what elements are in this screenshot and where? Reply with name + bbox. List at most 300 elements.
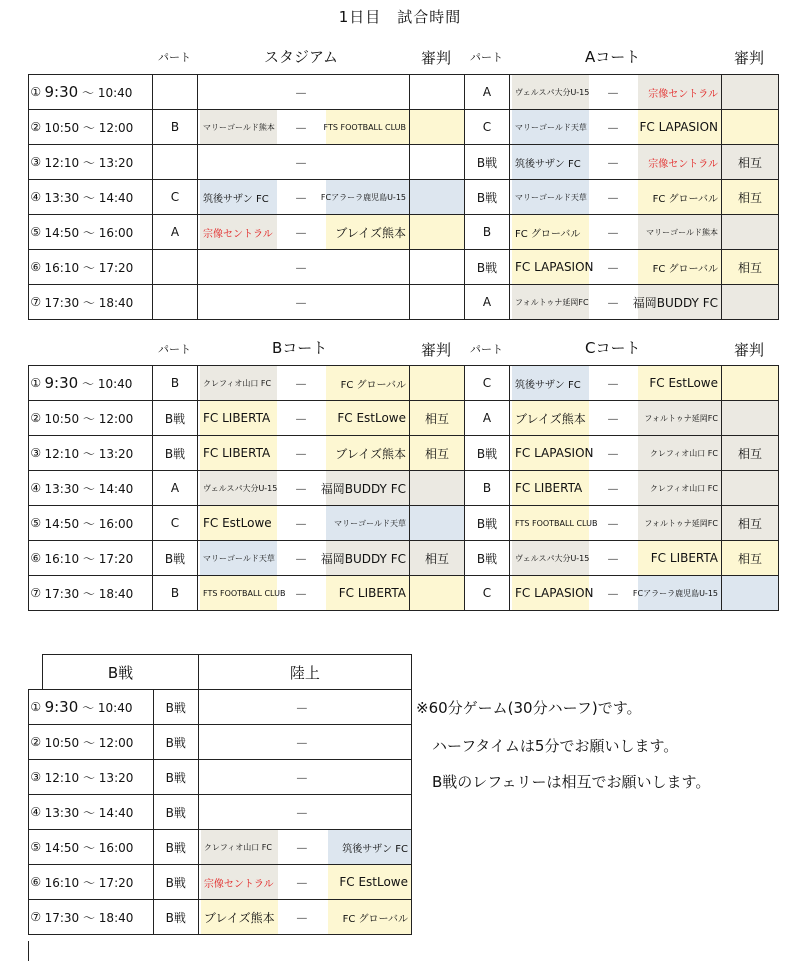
- court-header-stadium: スタジアム: [264, 48, 338, 66]
- time-separator: ～: [78, 377, 98, 391]
- home-team: フォルトゥナ延岡FC: [512, 285, 589, 319]
- table-row: [29, 401, 779, 436]
- time-separator: ～: [79, 551, 99, 566]
- slot-time: [43, 180, 153, 215]
- table-row: [29, 830, 412, 865]
- versus-dash: －: [295, 806, 309, 822]
- slot-number: ④: [29, 180, 43, 215]
- start-time: 14:50: [44, 516, 80, 531]
- table-row: [29, 471, 779, 506]
- home-team: 筑後サザン FC: [512, 145, 589, 179]
- referee-cell: [722, 366, 779, 401]
- table-row: [29, 760, 412, 795]
- part-cell: B戦: [153, 900, 198, 935]
- versus-dash: －: [294, 377, 308, 393]
- part-cell: C: [465, 576, 510, 611]
- note-line: B戦のレフェリーは相互でお願いします。: [432, 773, 711, 791]
- header-part: B戦: [43, 655, 199, 690]
- away-team: 筑後サザン FC: [328, 830, 411, 864]
- match-cell: [198, 180, 410, 215]
- slot-number: ④: [29, 795, 43, 830]
- slot-time: [43, 471, 153, 506]
- referee-cell: [410, 250, 465, 285]
- match-cell: [198, 401, 410, 436]
- part-cell: B: [153, 110, 198, 145]
- part-cell: [153, 75, 198, 110]
- start-time: 14:50: [44, 225, 80, 240]
- away-team: FC グローバル: [638, 180, 721, 214]
- match-cell: [198, 690, 411, 725]
- versus-dash: －: [294, 261, 308, 277]
- referee-cell: 相互: [722, 506, 779, 541]
- time-separator: ～: [79, 190, 99, 205]
- referee-header: 審判: [421, 341, 452, 359]
- referee-header: 審判: [734, 341, 765, 359]
- slot-number: ②: [29, 401, 43, 436]
- part-cell: B戦: [153, 401, 198, 436]
- slot-number: ⑦: [29, 576, 43, 611]
- part-cell: B戦: [465, 145, 510, 180]
- versus-dash: －: [606, 482, 620, 498]
- slot-time: [43, 401, 153, 436]
- versus-dash: －: [606, 261, 620, 277]
- versus-dash: －: [294, 412, 308, 428]
- start-time: 13:30: [44, 481, 80, 496]
- home-team: ヴェルスパ大分U-15: [512, 541, 589, 575]
- match-cell: [198, 830, 411, 865]
- start-time: 17:30: [44, 295, 80, 310]
- home-team: FTS FOOTBALL CLUB: [512, 506, 589, 540]
- slot-number: ①: [29, 690, 43, 725]
- schedule-table-rikujo: [28, 654, 412, 935]
- versus-dash: －: [606, 517, 620, 533]
- table-row: [29, 250, 779, 285]
- away-team: FC EstLowe: [328, 865, 411, 899]
- versus-dash: －: [606, 86, 620, 102]
- referee-cell: [722, 75, 779, 110]
- home-team: ヴェルスパ大分U-15: [200, 471, 277, 505]
- part-cell: B戦: [153, 865, 198, 900]
- slot-time: [43, 366, 153, 401]
- away-team: 宗像セントラル: [638, 145, 721, 179]
- part-cell: B戦: [153, 725, 198, 760]
- time-separator: ～: [79, 910, 99, 925]
- match-cell: [510, 215, 722, 250]
- time-separator: ～: [78, 701, 98, 715]
- part-cell: B: [153, 366, 198, 401]
- slot-number: ⑦: [29, 900, 43, 935]
- versus-dash: －: [294, 226, 308, 242]
- referee-cell: [410, 471, 465, 506]
- away-team: ブレイズ熊本: [326, 215, 409, 249]
- home-team: マリーゴールド天草: [512, 110, 589, 144]
- divider: [28, 941, 29, 961]
- end-time: 14:40: [98, 190, 134, 205]
- match-cell: [198, 576, 410, 611]
- versus-dash: －: [294, 482, 308, 498]
- referee-cell: [410, 110, 465, 145]
- part-header: パート: [158, 51, 191, 64]
- time-separator: ～: [79, 516, 99, 531]
- part-cell: B: [153, 576, 198, 611]
- referee-cell: [722, 215, 779, 250]
- referee-cell: [722, 576, 779, 611]
- start-time: 10:50: [44, 735, 80, 750]
- versus-dash: －: [295, 876, 309, 892]
- away-team: 福岡BUDDY FC: [638, 285, 721, 319]
- referee-cell: 相互: [722, 250, 779, 285]
- table-row: [29, 215, 779, 250]
- time-separator: ～: [79, 411, 99, 426]
- referee-cell: [410, 215, 465, 250]
- match-cell: [510, 436, 722, 471]
- schedule-table-b-c: [28, 365, 779, 611]
- home-team: FTS FOOTBALL CLUB: [200, 576, 277, 610]
- part-cell: B戦: [153, 690, 198, 725]
- time-separator: ～: [79, 225, 99, 240]
- referee-cell: 相互: [722, 541, 779, 576]
- table-row: [29, 506, 779, 541]
- note-line: ※60分ゲーム(30分ハーフ)です。: [416, 699, 642, 717]
- start-time: 13:30: [44, 805, 80, 820]
- slot-number: ④: [29, 471, 43, 506]
- referee-cell: [410, 75, 465, 110]
- referee-cell: [722, 285, 779, 320]
- table-row: [29, 541, 779, 576]
- versus-dash: －: [606, 191, 620, 207]
- match-cell: [510, 576, 722, 611]
- home-team: 筑後サザン FC: [200, 180, 277, 214]
- part-header: パート: [158, 343, 191, 356]
- away-team: ブレイズ熊本: [326, 436, 409, 470]
- end-time: 17:20: [98, 875, 134, 890]
- away-team: FC LAPASION: [638, 110, 721, 144]
- start-time: 16:10: [44, 875, 80, 890]
- match-cell: [510, 366, 722, 401]
- part-cell: B戦: [153, 760, 198, 795]
- home-team: ヴェルスパ大分U-15: [512, 75, 589, 109]
- home-team: マリーゴールド熊本: [200, 110, 277, 144]
- slot-number: ②: [29, 725, 43, 760]
- slot-number: ③: [29, 436, 43, 471]
- match-cell: [510, 471, 722, 506]
- slot-time: [43, 760, 154, 795]
- match-cell: [198, 145, 410, 180]
- time-separator: ～: [79, 295, 99, 310]
- versus-dash: －: [294, 296, 308, 312]
- time-separator: ～: [79, 120, 99, 135]
- header-row: [29, 655, 412, 690]
- end-time: 18:40: [98, 586, 134, 601]
- part-cell: B戦: [153, 436, 198, 471]
- slot-time: [43, 725, 154, 760]
- slot-time: [43, 690, 154, 725]
- end-time: 12:00: [98, 120, 134, 135]
- away-team: FC EstLowe: [638, 366, 721, 400]
- home-team: 筑後サザン FC: [512, 366, 589, 400]
- away-team: [328, 795, 411, 829]
- home-team: FC LAPASION: [512, 436, 589, 470]
- home-team: [201, 690, 278, 724]
- match-cell: [198, 795, 411, 830]
- match-cell: [198, 75, 410, 110]
- slot-number: ⑥: [29, 865, 43, 900]
- match-cell: [198, 865, 411, 900]
- part-cell: A: [465, 75, 510, 110]
- match-cell: [198, 366, 410, 401]
- referee-cell: [722, 471, 779, 506]
- part-cell: B戦: [465, 506, 510, 541]
- part-cell: A: [153, 215, 198, 250]
- end-time: 14:40: [98, 805, 134, 820]
- home-team: FC LIBERTA: [512, 471, 589, 505]
- referee-cell: 相互: [410, 401, 465, 436]
- table-row: [29, 576, 779, 611]
- versus-dash: －: [294, 86, 308, 102]
- end-time: 10:40: [97, 377, 133, 391]
- slot-time: [43, 110, 153, 145]
- away-team: フォルトゥナ延岡FC: [638, 506, 721, 540]
- part-cell: C: [153, 180, 198, 215]
- part-cell: B: [465, 215, 510, 250]
- start-time: 16:10: [44, 551, 80, 566]
- referee-cell: 相互: [410, 436, 465, 471]
- start-time: 12:10: [44, 155, 80, 170]
- match-cell: [510, 75, 722, 110]
- end-time: 12:00: [98, 411, 134, 426]
- part-header: パート: [470, 343, 503, 356]
- home-team: マリーゴールド天草: [512, 180, 589, 214]
- versus-dash: －: [294, 121, 308, 137]
- court-header-c: Cコート: [585, 339, 641, 357]
- home-team: FC LAPASION: [512, 576, 589, 610]
- table-row: [29, 725, 412, 760]
- referee-cell: [410, 285, 465, 320]
- versus-dash: －: [295, 771, 309, 787]
- away-team: FC グローバル: [328, 900, 411, 934]
- part-cell: C: [153, 506, 198, 541]
- match-cell: [198, 471, 410, 506]
- match-cell: [198, 541, 410, 576]
- end-time: 17:20: [98, 551, 134, 566]
- part-cell: B戦: [153, 795, 198, 830]
- match-cell: [510, 401, 722, 436]
- match-cell: [198, 250, 410, 285]
- away-team: フォルトゥナ延岡FC: [638, 401, 721, 435]
- start-time: 9:30: [44, 83, 79, 101]
- time-separator: ～: [79, 840, 99, 855]
- versus-dash: －: [606, 587, 620, 603]
- home-team: [200, 285, 277, 319]
- end-time: 16:00: [98, 840, 134, 855]
- match-cell: [198, 215, 410, 250]
- away-team: FC EstLowe: [326, 401, 409, 435]
- part-cell: B戦: [465, 541, 510, 576]
- table-row: [29, 285, 779, 320]
- end-time: 18:40: [98, 910, 134, 925]
- table-row: [29, 690, 412, 725]
- start-time: 13:30: [44, 190, 80, 205]
- versus-dash: －: [295, 841, 309, 857]
- match-cell: [198, 725, 411, 760]
- part-cell: [153, 145, 198, 180]
- versus-dash: －: [295, 701, 309, 717]
- part-cell: [153, 250, 198, 285]
- time-separator: ～: [79, 481, 99, 496]
- away-team: 宗像セントラル: [638, 75, 721, 109]
- table-row: [29, 865, 412, 900]
- part-cell: B: [465, 471, 510, 506]
- referee-cell: 相互: [410, 541, 465, 576]
- part-cell: C: [465, 366, 510, 401]
- part-cell: B戦: [465, 180, 510, 215]
- home-team: 宗像セントラル: [201, 865, 278, 899]
- match-cell: [510, 110, 722, 145]
- table-row: [29, 180, 779, 215]
- home-team: FC LIBERTA: [200, 401, 277, 435]
- end-time: 14:40: [98, 481, 134, 496]
- home-team: [200, 145, 277, 179]
- referee-cell: [410, 366, 465, 401]
- note-line: ハーフタイムは5分でお願いします。: [432, 737, 679, 755]
- end-time: 16:00: [98, 516, 134, 531]
- versus-dash: －: [606, 296, 620, 312]
- part-cell: A: [153, 471, 198, 506]
- slot-time: [43, 436, 153, 471]
- start-time: 9:30: [44, 374, 79, 392]
- time-separator: ～: [79, 446, 99, 461]
- start-time: 17:30: [44, 910, 80, 925]
- versus-dash: －: [294, 517, 308, 533]
- away-team: FTS FOOTBALL CLUB: [326, 110, 409, 144]
- slot-number: ⑤: [29, 830, 43, 865]
- table-row: [29, 366, 779, 401]
- referee-cell: [410, 145, 465, 180]
- end-time: 12:00: [98, 735, 134, 750]
- referee-cell: [722, 110, 779, 145]
- home-team: [200, 75, 277, 109]
- slot-number: ②: [29, 110, 43, 145]
- match-cell: [510, 285, 722, 320]
- slot-time: [43, 830, 154, 865]
- versus-dash: －: [606, 412, 620, 428]
- time-separator: ～: [79, 735, 99, 750]
- slot-number: ①: [29, 75, 43, 110]
- start-time: 12:10: [44, 770, 80, 785]
- home-team: [201, 760, 278, 794]
- match-cell: [198, 760, 411, 795]
- home-team: ブレイズ熊本: [201, 900, 278, 934]
- versus-dash: －: [606, 226, 620, 242]
- slot-time: [43, 285, 153, 320]
- match-cell: [510, 180, 722, 215]
- versus-dash: －: [294, 447, 308, 463]
- end-time: 10:40: [97, 701, 133, 715]
- versus-dash: －: [294, 156, 308, 172]
- page-title: 1日目 試合時間: [338, 8, 462, 26]
- slot-time: [43, 215, 153, 250]
- header-court: 陸上: [198, 655, 411, 690]
- away-team: FC LIBERTA: [326, 576, 409, 610]
- away-team: クレフィオ山口 FC: [638, 436, 721, 470]
- part-cell: A: [465, 401, 510, 436]
- slot-time: [43, 541, 153, 576]
- versus-dash: －: [606, 377, 620, 393]
- slot-time: [43, 576, 153, 611]
- away-team: マリーゴールド天草: [326, 506, 409, 540]
- home-team: [200, 250, 277, 284]
- away-team: FC グローバル: [326, 366, 409, 400]
- referee-cell: 相互: [722, 180, 779, 215]
- slot-time: [43, 795, 154, 830]
- end-time: 10:40: [97, 86, 133, 100]
- home-team: マリーゴールド天草: [200, 541, 277, 575]
- away-team: マリーゴールド熊本: [638, 215, 721, 249]
- slot-time: [43, 900, 154, 935]
- slot-time: [43, 865, 154, 900]
- away-team: 福岡BUDDY FC: [326, 541, 409, 575]
- away-team: [326, 75, 409, 109]
- home-team: [201, 725, 278, 759]
- away-team: [328, 725, 411, 759]
- end-time: 13:20: [98, 770, 134, 785]
- slot-time: [43, 75, 153, 110]
- slot-number: ③: [29, 760, 43, 795]
- slot-time: [43, 250, 153, 285]
- slot-number: ⑥: [29, 541, 43, 576]
- away-team: クレフィオ山口 FC: [638, 471, 721, 505]
- home-team: FC EstLowe: [200, 506, 277, 540]
- referee-cell: [410, 576, 465, 611]
- home-team: クレフィオ山口 FC: [201, 830, 278, 864]
- start-time: 14:50: [44, 840, 80, 855]
- time-separator: ～: [79, 805, 99, 820]
- referee-cell: 相互: [722, 436, 779, 471]
- slot-number: ⑤: [29, 506, 43, 541]
- part-cell: A: [465, 285, 510, 320]
- time-separator: ～: [79, 155, 99, 170]
- match-cell: [198, 436, 410, 471]
- referee-cell: [410, 506, 465, 541]
- table-row: [29, 75, 779, 110]
- away-team: FC グローバル: [638, 250, 721, 284]
- home-team: [201, 795, 278, 829]
- versus-dash: －: [606, 447, 620, 463]
- time-separator: ～: [79, 260, 99, 275]
- versus-dash: －: [295, 911, 309, 927]
- end-time: 16:00: [98, 225, 134, 240]
- referee-cell: 相互: [722, 145, 779, 180]
- table-row: [29, 110, 779, 145]
- versus-dash: －: [295, 736, 309, 752]
- match-cell: [198, 285, 410, 320]
- referee-cell: [722, 401, 779, 436]
- end-time: 17:20: [98, 260, 134, 275]
- schedule-table-stadium-a: [28, 74, 779, 320]
- part-cell: B戦: [465, 250, 510, 285]
- slot-time: [43, 145, 153, 180]
- home-team: 宗像セントラル: [200, 215, 277, 249]
- match-cell: [198, 506, 410, 541]
- home-team: クレフィオ山口 FC: [200, 366, 277, 400]
- slot-number: ①: [29, 366, 43, 401]
- match-cell: [510, 506, 722, 541]
- slot-number: ③: [29, 145, 43, 180]
- home-team: FC LIBERTA: [200, 436, 277, 470]
- part-cell: B戦: [153, 830, 198, 865]
- start-time: 10:50: [44, 120, 80, 135]
- home-team: FC グローバル: [512, 215, 589, 249]
